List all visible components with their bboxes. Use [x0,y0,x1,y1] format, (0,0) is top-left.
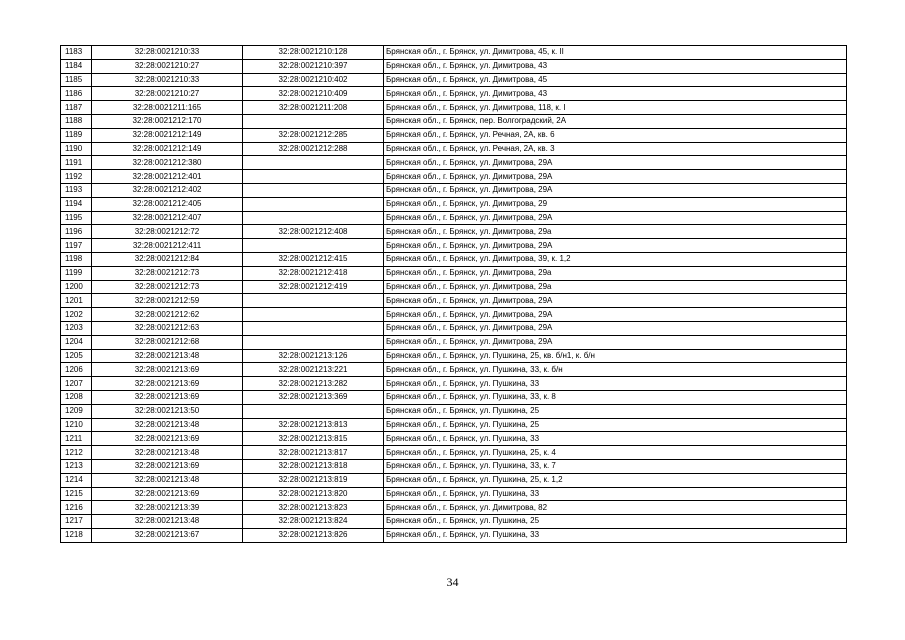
land-plot-number-cell: 32:28:0021213:50 [92,404,243,418]
land-plot-number-cell: 32:28:0021213:48 [92,515,243,529]
address-cell: Брянская обл., г. Брянск, ул. Речная, 2А, кв. 3 [384,142,847,156]
row-number-cell: 1193 [61,183,92,197]
object-number-cell: 32:28:0021212:288 [243,142,384,156]
row-number-cell: 1196 [61,225,92,239]
address-cell: Брянская обл., г. Брянск, ул. Димитрова, 29А [384,308,847,322]
land-plot-number-cell: 32:28:0021212:405 [92,197,243,211]
address-cell: Брянская обл., г. Брянск, ул. Димитрова, 43 [384,87,847,101]
object-number-cell [243,114,384,128]
table-row [61,501,847,515]
row-number-cell: 1184 [61,59,92,73]
address-cell: Брянская обл., г. Брянск, ул. Димитрова, 43 [384,59,847,73]
address-cell: Брянская обл., г. Брянск, ул. Димитрова, 29А [384,239,847,253]
row-number-cell: 1216 [61,501,92,515]
row-number-cell: 1211 [61,432,92,446]
row-number-cell: 1213 [61,459,92,473]
address-cell: Брянская обл., г. Брянск, ул. Димитрова, 29а [384,266,847,280]
object-number-cell: 32:28:0021213:824 [243,515,384,529]
land-plot-number-cell: 32:28:0021210:27 [92,59,243,73]
object-number-cell [243,321,384,335]
land-plot-number-cell: 32:28:0021213:39 [92,501,243,515]
table-row [61,280,847,294]
address-cell: Брянская обл., г. Брянск, ул. Пушкина, 25 [384,418,847,432]
row-number-cell: 1185 [61,73,92,87]
address-cell: Брянская обл., г. Брянск, ул. Димитрова, 29а [384,225,847,239]
object-number-cell: 32:28:0021212:418 [243,266,384,280]
object-number-cell: 32:28:0021212:415 [243,252,384,266]
table-row [61,363,847,377]
address-cell: Брянская обл., г. Брянск, ул. Пушкина, 33, к. 7 [384,459,847,473]
object-number-cell: 32:28:0021213:820 [243,487,384,501]
row-number-cell: 1214 [61,473,92,487]
address-cell: Брянская обл., г. Брянск, ул. Димитрова, 29А [384,170,847,184]
address-cell: Брянская обл., г. Брянск, ул. Димитрова, 29 [384,197,847,211]
object-number-cell [243,404,384,418]
address-cell: Брянская обл., г. Брянск, ул. Пушкина, 25, к. 4 [384,446,847,460]
object-number-cell [243,156,384,170]
row-number-cell: 1186 [61,87,92,101]
address-cell: Брянская обл., г. Брянск, ул. Пушкина, 25 [384,404,847,418]
land-plot-number-cell: 32:28:0021212:73 [92,280,243,294]
address-cell: Брянская обл., г. Брянск, ул. Димитрова, 39, к. 1,2 [384,252,847,266]
object-number-cell: 32:28:0021213:126 [243,349,384,363]
row-number-cell: 1192 [61,170,92,184]
table-row [61,349,847,363]
row-number-cell: 1204 [61,335,92,349]
land-plot-number-cell: 32:28:0021212:72 [92,225,243,239]
table-row [61,390,847,404]
object-number-cell [243,308,384,322]
object-number-cell: 32:28:0021212:419 [243,280,384,294]
object-number-cell [243,197,384,211]
object-number-cell: 32:28:0021213:369 [243,390,384,404]
object-number-cell [243,294,384,308]
land-plot-number-cell: 32:28:0021213:48 [92,446,243,460]
table-row [61,114,847,128]
table-row [61,308,847,322]
table-row [61,142,847,156]
address-cell: Брянская обл., г. Брянск, ул. Пушкина, 25 [384,515,847,529]
land-plot-number-cell: 32:28:0021212:402 [92,183,243,197]
table-row [61,211,847,225]
object-number-cell: 32:28:0021213:819 [243,473,384,487]
page-number: 34 [446,575,459,589]
row-number-cell: 1197 [61,239,92,253]
land-plot-number-cell: 32:28:0021212:68 [92,335,243,349]
row-number-cell: 1215 [61,487,92,501]
land-plot-number-cell: 32:28:0021210:27 [92,87,243,101]
table-row [61,46,847,60]
row-number-cell: 1183 [61,46,92,60]
table-row [61,197,847,211]
address-cell: Брянская обл., г. Брянск, ул. Димитрова, 45, к. II [384,46,847,60]
table-row [61,87,847,101]
object-number-cell [243,170,384,184]
object-number-cell: 32:28:0021213:823 [243,501,384,515]
row-number-cell: 1189 [61,128,92,142]
land-plot-number-cell: 32:28:0021212:401 [92,170,243,184]
land-plot-number-cell: 32:28:0021213:69 [92,432,243,446]
object-number-cell: 32:28:0021213:818 [243,459,384,473]
row-number-cell: 1203 [61,321,92,335]
address-cell: Брянская обл., г. Брянск, ул. Пушкина, 33, к. 8 [384,390,847,404]
table-row [61,59,847,73]
table-row [61,418,847,432]
cadastral-table [60,45,847,543]
table-row [61,225,847,239]
land-plot-number-cell: 32:28:0021213:69 [92,390,243,404]
table-row [61,473,847,487]
land-plot-number-cell: 32:28:0021212:380 [92,156,243,170]
row-number-cell: 1210 [61,418,92,432]
land-plot-number-cell: 32:28:0021213:48 [92,418,243,432]
object-number-cell: 32:28:0021213:221 [243,363,384,377]
object-number-cell: 32:28:0021212:408 [243,225,384,239]
object-number-cell [243,211,384,225]
address-cell: Брянская обл., г. Брянск, ул. Пушкина, 33, к. б/н [384,363,847,377]
address-cell: Брянская обл., г. Брянск, ул. Димитрова, 29А [384,294,847,308]
land-plot-number-cell: 32:28:0021210:33 [92,73,243,87]
table-row [61,515,847,529]
table-row [61,183,847,197]
object-number-cell: 32:28:0021213:815 [243,432,384,446]
land-plot-number-cell: 32:28:0021213:48 [92,473,243,487]
address-cell: Брянская обл., г. Брянск, ул. Димитрова, 118, к. I [384,101,847,115]
address-cell: Брянская обл., г. Брянск, ул. Димитрова, 29а [384,280,847,294]
table-row [61,73,847,87]
table-row [61,459,847,473]
land-plot-number-cell: 32:28:0021212:62 [92,308,243,322]
object-number-cell [243,183,384,197]
land-plot-number-cell: 32:28:0021212:149 [92,128,243,142]
table-body [61,46,847,543]
address-cell: Брянская обл., г. Брянск, ул. Пушкина, 33 [384,432,847,446]
land-plot-number-cell: 32:28:0021213:67 [92,528,243,542]
table-row [61,101,847,115]
object-number-cell: 32:28:0021213:826 [243,528,384,542]
land-plot-number-cell: 32:28:0021212:149 [92,142,243,156]
object-number-cell [243,239,384,253]
row-number-cell: 1207 [61,377,92,391]
address-cell: Брянская обл., г. Брянск, ул. Димитрова, 29А [384,156,847,170]
table-row [61,432,847,446]
table-row [61,239,847,253]
land-plot-number-cell: 32:28:0021213:69 [92,487,243,501]
land-plot-number-cell: 32:28:0021212:73 [92,266,243,280]
address-cell: Брянская обл., г. Брянск, ул. Пушкина, 33 [384,487,847,501]
object-number-cell: 32:28:0021210:128 [243,46,384,60]
address-cell: Брянская обл., г. Брянск, ул. Димитрова, 82 [384,501,847,515]
row-number-cell: 1194 [61,197,92,211]
land-plot-number-cell: 32:28:0021212:407 [92,211,243,225]
address-cell: Брянская обл., г. Брянск, ул. Димитрова, 45 [384,73,847,87]
row-number-cell: 1199 [61,266,92,280]
land-plot-number-cell: 32:28:0021212:63 [92,321,243,335]
table-row [61,170,847,184]
row-number-cell: 1190 [61,142,92,156]
table-row [61,335,847,349]
row-number-cell: 1191 [61,156,92,170]
row-number-cell: 1198 [61,252,92,266]
table-row [61,156,847,170]
address-cell: Брянская обл., г. Брянск, ул. Димитрова, 29А [384,183,847,197]
address-cell: Брянская обл., г. Брянск, ул. Димитрова, 29А [384,321,847,335]
object-number-cell [243,335,384,349]
address-cell: Брянская обл., г. Брянск, ул. Пушкина, 25, к. 1,2 [384,473,847,487]
row-number-cell: 1208 [61,390,92,404]
row-number-cell: 1200 [61,280,92,294]
land-plot-number-cell: 32:28:0021213:69 [92,377,243,391]
land-plot-number-cell: 32:28:0021212:84 [92,252,243,266]
object-number-cell: 32:28:0021210:397 [243,59,384,73]
address-cell: Брянская обл., г. Брянск, пер. Волгоградский, 2А [384,114,847,128]
object-number-cell: 32:28:0021210:409 [243,87,384,101]
row-number-cell: 1212 [61,446,92,460]
row-number-cell: 1206 [61,363,92,377]
table-row [61,294,847,308]
land-plot-number-cell: 32:28:0021212:59 [92,294,243,308]
table-row [61,321,847,335]
row-number-cell: 1201 [61,294,92,308]
object-number-cell: 32:28:0021213:813 [243,418,384,432]
table-row [61,404,847,418]
land-plot-number-cell: 32:28:0021212:170 [92,114,243,128]
table-row [61,377,847,391]
address-cell: Брянская обл., г. Брянск, ул. Пушкина, 33 [384,377,847,391]
land-plot-number-cell: 32:28:0021211:165 [92,101,243,115]
table-row [61,128,847,142]
row-number-cell: 1202 [61,308,92,322]
address-cell: Брянская обл., г. Брянск, ул. Речная, 2А, кв. 6 [384,128,847,142]
row-number-cell: 1187 [61,101,92,115]
address-cell: Брянская обл., г. Брянск, ул. Пушкина, 33 [384,528,847,542]
row-number-cell: 1218 [61,528,92,542]
object-number-cell: 32:28:0021210:402 [243,73,384,87]
table-row [61,446,847,460]
table-row [61,252,847,266]
row-number-cell: 1205 [61,349,92,363]
row-number-cell: 1217 [61,515,92,529]
land-plot-number-cell: 32:28:0021213:69 [92,363,243,377]
land-plot-number-cell: 32:28:0021210:33 [92,46,243,60]
object-number-cell: 32:28:0021211:208 [243,101,384,115]
table-row [61,487,847,501]
table-row [61,528,847,542]
row-number-cell: 1188 [61,114,92,128]
land-plot-number-cell: 32:28:0021212:411 [92,239,243,253]
object-number-cell: 32:28:0021213:817 [243,446,384,460]
address-cell: Брянская обл., г. Брянск, ул. Димитрова, 29А [384,211,847,225]
address-cell: Брянская обл., г. Брянск, ул. Пушкина, 25, кв. б/н1, к. б/н [384,349,847,363]
object-number-cell: 32:28:0021213:282 [243,377,384,391]
land-plot-number-cell: 32:28:0021213:69 [92,459,243,473]
address-cell: Брянская обл., г. Брянск, ул. Димитрова, 29А [384,335,847,349]
row-number-cell: 1209 [61,404,92,418]
table-row [61,266,847,280]
object-number-cell: 32:28:0021212:285 [243,128,384,142]
row-number-cell: 1195 [61,211,92,225]
land-plot-number-cell: 32:28:0021213:48 [92,349,243,363]
